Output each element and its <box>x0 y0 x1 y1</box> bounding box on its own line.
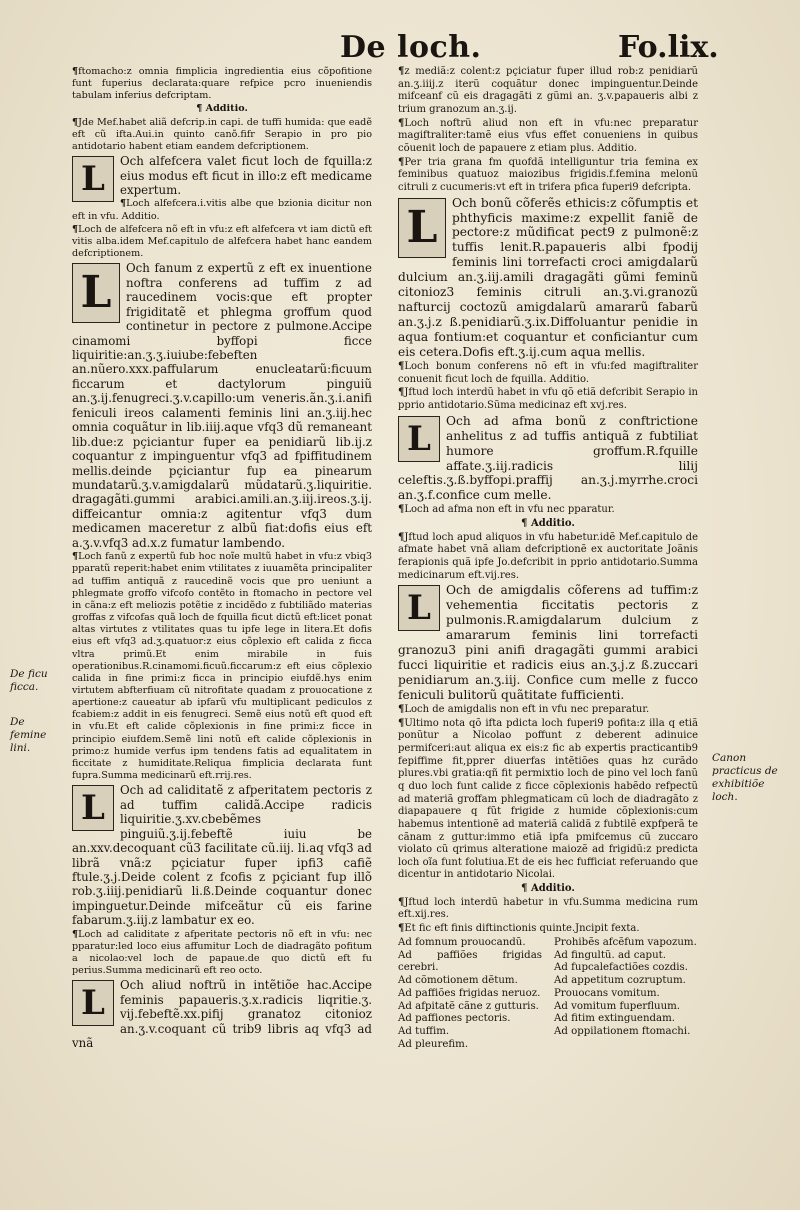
commentary-paragraph <box>72 117 372 153</box>
commentary-paragraph <box>398 387 698 412</box>
pilcrow-icon: ¶ <box>521 883 531 895</box>
decorated-initial: L <box>72 785 114 831</box>
chapter-index-list <box>398 937 698 1052</box>
pilcrow-icon: ¶ <box>196 103 206 115</box>
paragraph-text: Loch de amigdalis non eft in vfu nec preparatur. <box>404 703 650 715</box>
index-entry: Prohibẽs afcẽfum vapozum. <box>554 936 697 948</box>
index-entry: Prouocans vomitum. <box>554 987 660 999</box>
folio-number: Fo.lix. <box>618 30 719 65</box>
paragraph-text: Loch noftrũ aliud non eft in vfu:nec preparatur magiftraliter:tamẽ eius vfus effet conueniens in quibus cõuenit loch de papauere z etiam plus. Additio. <box>398 117 698 154</box>
index-entry: Ad fupcalefactiões cozdis. <box>554 962 689 974</box>
paragraph-text: Et fic eft finis diftinctionis quinte.Jncipit fexta. <box>404 923 640 935</box>
pilcrow-icon: ¶ <box>398 896 405 908</box>
index-entry: Ad paffiones pectoris. <box>398 1013 511 1025</box>
pilcrow-icon: ¶ <box>72 223 79 235</box>
heading-text: Additio. <box>530 883 575 895</box>
decorated-initial: L <box>398 585 440 631</box>
section-heading <box>72 103 372 115</box>
pilcrow-icon: ¶ <box>398 117 405 129</box>
pilcrow-icon: ¶ <box>398 156 405 168</box>
heading-text: Additio. <box>530 518 575 530</box>
index-entry: Ad paffiões frigidas neruoz. <box>398 987 541 999</box>
section-heading <box>398 883 698 896</box>
paragraph-text: Loch alfefcera.i.vitis albe que bzionia dicitur non eft in vfu. Additio. <box>72 198 372 222</box>
commentary-paragraph <box>72 224 372 260</box>
index-entry: Ad fingultũ. ad caput. <box>554 949 666 961</box>
recipe-paragraph <box>72 783 372 928</box>
paragraph-text: Jftud loch interdũ habetur in vfu.Summa medicina rum eft.xij.res. <box>398 896 698 921</box>
index-entry: Ad tuffim. <box>398 1026 450 1038</box>
decorated-initial: L <box>72 980 114 1026</box>
pilcrow-icon: ¶ <box>398 531 405 543</box>
pilcrow-icon: ¶ <box>398 66 405 77</box>
running-head: De loch. <box>340 30 482 65</box>
commentary-paragraph <box>398 532 698 583</box>
recipe-paragraph <box>398 414 698 504</box>
paragraph-text: Loch ad afma non eft in vfu nec pparatur. <box>404 504 615 516</box>
margin-note-canon: Canon practicus de exhibitiõe loch. <box>712 752 778 803</box>
commentary-paragraph <box>398 118 698 156</box>
pilcrow-icon: ¶ <box>398 703 405 715</box>
index-entry: Ad afpitatẽ cãne z gutturis. <box>398 1000 539 1012</box>
left-column <box>72 66 372 1052</box>
pilcrow-icon: ¶ <box>398 504 405 516</box>
recipe-paragraph <box>398 583 698 703</box>
commentary-paragraph <box>398 923 698 936</box>
paragraph-text: Ultimo nota qõ ifta pdicta loch fuperi9 pofita:z illa q etiã ponũtur a Nicolao poffunt z deberent adinuice permifceri:aut aliqua ex eis:z fic ab expertis practicantib9 fepiffime fit,pprer diuerfas intẽtiões quas hz curãdo plures.vbi gratia:qñ fit permixtio loch de pino vel loch fanũ q duo loch funt calide z ficce cõplexionis habẽdo refpectũ ad materiã groffam phlegmaticam cũ loch de diadragãto z diapapauere q fũt frigide z humide cõplexionis:cum habemus intentionẽ ad materiã calidã z fubtilẽ expfperã te cãnam z guttur:immo etiã ipfa pmifcemus cũ zuccaro violato cũ qrimus alteratione maiozẽ ad frigidũ:z predicta loch oĩa funt folutiua.Et de eis hec fufficiat referuando que dicentur in antidotario Nicolai. <box>398 717 698 881</box>
commentary-paragraph <box>398 897 698 922</box>
paragraph-text: Och de amigdalis cõferens ad tuffim:z vehementia ficcitatis pectoris z pulmonis.R.amigdalarum dulcium z amararum feminis lini torrefacti granozu3 pini anifi dragagãti gummi arabici fucci liquiritie et radicis eius an.ʒ.j.z ß.zuccari penidiarum an.ʒ.iij. Confice cum melle z fucco feniculi bulitorũ quãtitate fufficienti. <box>398 583 698 702</box>
paragraph-text: Jftud loch apud aliquos in vfu habetur.idẽ Mef.capitulo de afmate habet vnã aliam defcriptionẽ ex auctoritate Joãnis ferapionis quã ipfe Jo.defcribit in pprio antidotario.Summa medicinarum eft.vij.res. <box>398 531 698 581</box>
pilcrow-icon: ¶ <box>398 717 405 729</box>
index-entry: Ad pleurefim. <box>398 1038 469 1050</box>
commentary-paragraph <box>398 361 698 386</box>
commentary-paragraph <box>398 66 698 117</box>
index-entry: Ad appetitum cozruptum. <box>554 975 686 987</box>
paragraph-text: Per tria grana fm quofdã intelliguntur tria femina ex feminibus quatuoz maiozibus frigidis.f.femina melonũ citruli z cucumeris:vt eft in trifera pfica fuperi9 defcripta. <box>398 156 698 193</box>
index-entry: Ad oppilationem ftomachi. <box>554 1026 691 1038</box>
index-entry: Ad paffiões frigidas cerebri. <box>398 949 542 974</box>
recipe-paragraph <box>72 978 372 1050</box>
paragraph-text: ftomacho:z omnia fimplicia ingredientia eius cõpofitione funt fuperius declarata:quare refpice pcro inueniendis tabulam inferius defcriptam. <box>72 66 372 102</box>
decorated-initial: L <box>398 416 440 462</box>
commentary-paragraph <box>398 718 698 883</box>
recipe-paragraph <box>72 154 372 200</box>
pilcrow-icon: ¶ <box>398 923 405 935</box>
margin-note-lini: De femine lini. <box>10 716 47 754</box>
index-entry: Ad cõmotionem dẽtum. <box>398 975 518 987</box>
paragraph-text: Och ad caliditatẽ z afperitatem pectoris z ad tuffim calidã.Accipe radicis liquiritie.ʒ.xv.cbebẽmes pinguiũ.ʒ.ij.febeftẽ iuiu be an.xxv.decoquant cũ3 facilitate cũ.iij. li.aq vfq3 ad librã vnã:z pçiciatur fuper ipfi3 cafiẽ ftule.ʒ.j.Deide colent z fcofis z pçiciant fup illõ rob.ʒ.iiij.penidiarũ li.ß.Deinde coquantur donec impinguetur.Deinde mifceãtur cũ eis farine fabarum.ʒ.iij.z lambatur ex eo. <box>72 783 372 928</box>
pilcrow-icon: ¶ <box>398 387 405 399</box>
page-header <box>0 30 800 70</box>
commentary-paragraph <box>398 704 698 717</box>
paragraph-text: Loch ad caliditate z afperitate pectoris nõ eft in vfu: nec pparatur:led loco eius affumitur Loch de diadragãto pofitum a nicolao:vel loch de papaue.de quo dictũ eft fu perius.Summa medicinarũ eft reo octo. <box>72 928 372 977</box>
margin-note-ficu: De ficu ficca. <box>10 668 48 693</box>
pilcrow-icon: ¶ <box>72 928 79 940</box>
decorated-initial: L <box>72 156 114 202</box>
pilcrow-icon: ¶ <box>72 116 79 128</box>
paragraph-text: Loch bonum conferens nõ eft in vfu:fed magiftraliter conuenit ficut loch de fquilla. Additio. <box>398 361 698 385</box>
paragraph-text: Jftud loch interdũ habet in vfu qõ etiã defcribit Serapio in pprio antidotario.Sũma medicinaz eft xvj.res. <box>398 387 698 412</box>
pilcrow-icon: ¶ <box>521 518 531 530</box>
pilcrow-icon: ¶ <box>120 198 127 210</box>
commentary-paragraph <box>72 929 372 978</box>
commentary-paragraph <box>72 66 372 102</box>
commentary-paragraph <box>398 157 698 195</box>
right-column <box>398 66 698 1052</box>
section-heading <box>398 518 698 531</box>
commentary-paragraph <box>398 504 698 517</box>
commentary-paragraph <box>72 551 372 782</box>
recipe-paragraph <box>72 261 372 550</box>
paragraph-text: Jde Mef.habet aliã defcrip.in capi. de tuffi humida: que eadẽ eft cũ ifta.Aui.in quinto canõ.fifr Serapio in pro pio antidotario habent etiam eandem defcriptionem. <box>72 116 372 152</box>
heading-text: Additio. <box>205 103 248 115</box>
decorated-initial: L <box>398 198 446 258</box>
commentary-paragraph <box>72 198 372 222</box>
pilcrow-icon: ¶ <box>398 361 405 373</box>
index-entry: Ad fomnum prouocandũ. <box>398 936 526 948</box>
paragraph-text: Och ad afma bonũ z conftrictione anhelitus z ad tuffis antiquã z fubtiliat humore groffum.R.fquille affate.ʒ.iij.radicis lilij celeftis.ʒ.ß.byffopi.praffij an.ʒ.j.myrrhe.croci an.ʒ.f.confice cum melle. <box>398 413 698 503</box>
paragraph-text: Loch de alfefcera nõ eft in vfu:z eft alfefcera vt iam dictũ eft vitis alba.idem Mef.capitulo de alfefcera habet hanc eandem defcriptionem. <box>72 223 372 260</box>
index-entry: Ad fitim extinguendam. <box>554 1013 676 1025</box>
decorated-initial: L <box>72 263 120 323</box>
paragraph-text: Loch fanũ z expertũ fub hoc noĩe multũ habet in vfu:z vbiq3 pparatũ reperit:habet enim vtilitates z iuuamẽta principaliter ad tuffim antiquã z raucedinẽ vocis que pro ueniunt a phlegmate groffo vifcofo contẽto in ftomacho in pectore vel in cãna:z eft meliozis potẽtie z incidẽdo z fubtiliãdo materias groffas z vifcofas quã loch de fquilla ficut dictũ eft:licet ponat altas virtutes z vtilitates quas tu ipfe lege in litera.Et dofis eius eft vfq3 ad.ʒ.quatuor:z eius cõplexio eft calida z ficca vltra primũ.Et enim mirabile in fuis operationibus.R.cinamomi.ficuũ.ficcarum:z eft eius cõplexio calida in fine primi:z ficca in principio eiufdẽ.hys enim virtutem abfterfiuam cũ nitrofitate quadam z prouocatione z apertione:z caueatur ab ipfarũ vfu multiplicant pediculos z fcabiem:z addit in eis fenugreci. Semẽ eius notũ eft quod eft in vfu.Et eft calide cõplexionis in fine primi:z ficce in principio eiufdem.Semẽ lini notũ eft calide cõplexionis in primo:z humide verfus ipm tendens fatis ad equalitatem in ficcitate z humiditate.Reliqua fimplicia declarata funt fupra.Summa medicinarũ eft.rrij.res. <box>72 551 372 782</box>
pilcrow-icon: ¶ <box>72 551 79 563</box>
pilcrow-icon: ¶ <box>72 66 79 77</box>
paragraph-text: Och bonũ cõferẽs ethicis:z cõfumptis et phthyficis maxime:z expellit faniẽ de pectore:z mũdificat pect9 z pulmonẽ:z tuffis lenit.R.papaueris albi fpodij feminis lini torrefacti croci amigdalarũ dulcium an.ʒ.iij.amili dragagãti gũmi feminũ citonioz3 feminis citruli an.ʒ.vi.granozũ nafturcij coctozũ amigdalarũ amararũ fabarũ an.ʒ.j.z ß.penidiarũ.ʒ.ix.Diffoluantur penidie in aqua fontium:et coquantur et conficiantur cum eis cetera.Dofis eft.ʒ.ij.cum aqua mellis. <box>398 195 698 360</box>
paragraph-text: Och fanum z expertũ z eft ex inuentione noftra conferens ad tuffim z ad raucedinem vocis:que eft propter frigiditatẽ et phlegma groffum quod continetur in pectore z pulmone.Accipe cinamomi byffopi ficce liquiritie:an.ʒ.ʒ.iuiube:febeften an.nũero.xxx.paffularum enucleatarũ:ficuum ficcarum et dactylorum pinguiũ an.ʒ.ij.fenugreci.ʒ.v.capillo:um veneris.ãn.ʒ.i.anifi feniculi ireos calamenti feminis lini an.ʒ.iij.hec omnia coquãtur in lib.iiij.aque vfq3 dũ remaneant lib.due:z pçiciantur fuper ea penidiarũ lib.ij.z coquantur z impinguentur vfq3 ad fpiffitudinem mellis.deinde pçiciantur fup ea pinearum mundatarũ.ʒ.v.amigdalarũ mũdatarũ.ʒ.liquiritie. dragagãti.gummi arabici.amili.an.ʒ.iij.ireos.ʒ.ij. diffeicantur omnia:z agitentur vfq3 dum medicamen maceretur z albũ fiat:dofis eius eft a.ʒ.v.vfq3 ad.x.z fumatur lambendo. <box>72 261 372 550</box>
index-entry: Ad vomitum fuperfluum. <box>554 1000 681 1012</box>
paragraph-text: Och alfefcera valet ficut loch de fquilla:z eius modus eft ficut in illo:z eft medicame expertum. <box>120 154 372 197</box>
recipe-paragraph <box>398 196 698 360</box>
paragraph-text: z mediã:z colent:z pçiciatur fuper illud rob:z penidiarũ an.ʒ.iiij.z iterũ coquãtur donec impinguentur.Deinde mifceanf cũ eis dragagãti z gũmi an. ʒ.v.papaueris albi z trium granozum an.ʒ.ij. <box>398 66 698 115</box>
paragraph-text: Och aliud noftrũ in intẽtiõe hac.Accipe feminis papaueris.ʒ.x.radicis liqritie.ʒ. vij.febeftẽ.xx.pifij granatoz citonioz an.ʒ.v.coquant cũ trib9 libris aq vfq3 ad vnã <box>72 978 372 1051</box>
